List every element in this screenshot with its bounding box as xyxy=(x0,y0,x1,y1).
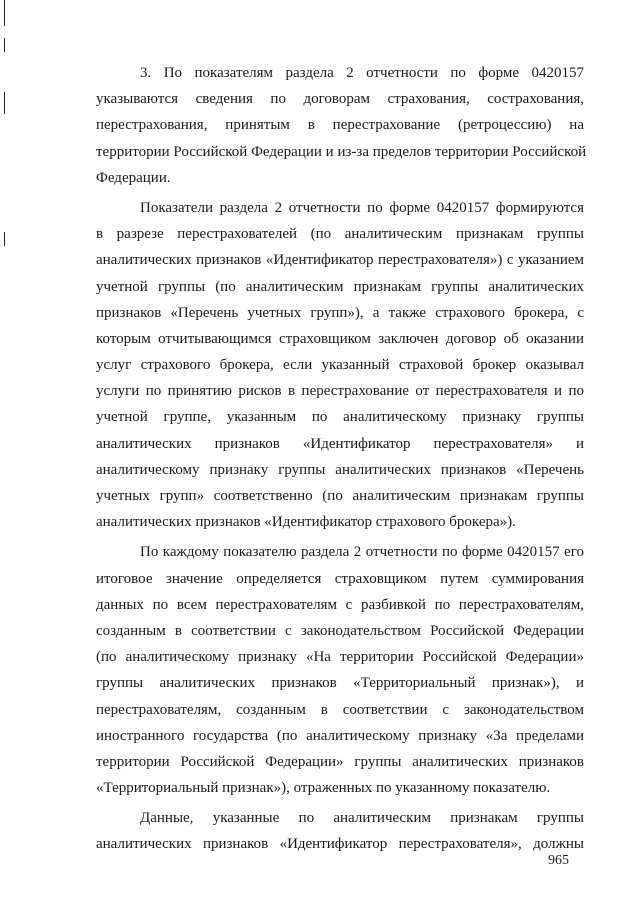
margin-line-mark xyxy=(4,38,5,52)
text-line: перестрахователям, созданным в соответствии с законодательством xyxy=(96,701,584,718)
paragraph-1 xyxy=(96,60,587,191)
text-line: итоговое значение определяется страховщиком путем суммирования xyxy=(96,570,584,587)
text-line: территории Российской Федерации» группы аналитических признаков xyxy=(96,753,584,770)
text-line: Показатели раздела 2 отчетности по форме 0420157 формируются xyxy=(140,199,584,216)
margin-line-mark xyxy=(4,232,5,246)
page-number: 965 xyxy=(548,853,569,868)
text-line: «Территориальный признак»), отраженных по указанному показателю. xyxy=(96,780,551,797)
text-line: указываются сведения по договорам страхования, сострахования, xyxy=(96,91,584,108)
text-line: аналитических признаков «Идентификатор перестрахователя», должны xyxy=(96,836,584,853)
text-line: перестрахования, принятым в перестрахование (ретроцессию) на xyxy=(96,117,584,134)
text-line: учетных групп» соответственно (по аналитическим признакам группы xyxy=(96,488,584,504)
text-line: Данные, указанные по аналитическим признакам группы xyxy=(140,810,584,827)
text-line: Федерации. xyxy=(96,169,171,186)
text-line: 3. По показателям раздела 2 отчетности по форме 0420157 xyxy=(140,65,584,81)
paragraph-3 xyxy=(96,539,584,801)
text-line: учетной группы (по аналитическим признакам группы аналитических xyxy=(96,278,584,295)
text-line: аналитических признаков «Идентификатор перестрахователя» и xyxy=(96,435,584,452)
margin-line-mark xyxy=(4,0,5,26)
text-line: аналитических признаков «Идентификатор страхового брокера»). xyxy=(96,514,516,531)
text-line: в разрезе перестрахователей (по аналитическим признакам группы xyxy=(96,226,584,243)
text-line: территории Российской Федерации и из-за пределов территории Российской xyxy=(96,143,587,160)
text-line: По каждому показателю раздела 2 отчетности по форме 0420157 его xyxy=(140,544,584,561)
text-line: учетной группе, указанным по аналитическому признаку группы xyxy=(96,409,584,426)
text-line: данных по всем перестрахователям с разбивкой по перестрахователям, xyxy=(96,596,584,613)
paragraph-4 xyxy=(96,805,584,857)
text-line: услуг страхового брокера, если указанный страховой брокер оказывал xyxy=(96,357,584,374)
text-line: иностранного государства (по аналитическому признаку «За пределами xyxy=(96,727,584,744)
text-line: признаков «Перечень учетных групп»), а также страхового брокера, с xyxy=(96,304,584,321)
text-line: созданным в соответствии с законодательством Российской Федерации xyxy=(96,622,584,639)
text-line: которым отчитывающимся страховщиком заключен договор об оказании xyxy=(96,330,584,347)
paragraph-2 xyxy=(96,195,584,535)
document-body xyxy=(96,60,587,862)
text-line: группы аналитических признаков «Территориальный признак»), и xyxy=(96,675,584,692)
text-line: аналитическому признаку группы аналитических признаков «Перечень xyxy=(96,461,584,478)
margin-line-mark xyxy=(4,92,5,114)
text-line: (по аналитическому признаку «На территории Российской Федерации» xyxy=(96,649,584,666)
text-line: услуги по принятию рисков в перестрахование от перестрахователя и по xyxy=(96,383,584,400)
text-line: аналитических признаков «Идентификатор перестрахователя») с указанием xyxy=(96,252,584,269)
